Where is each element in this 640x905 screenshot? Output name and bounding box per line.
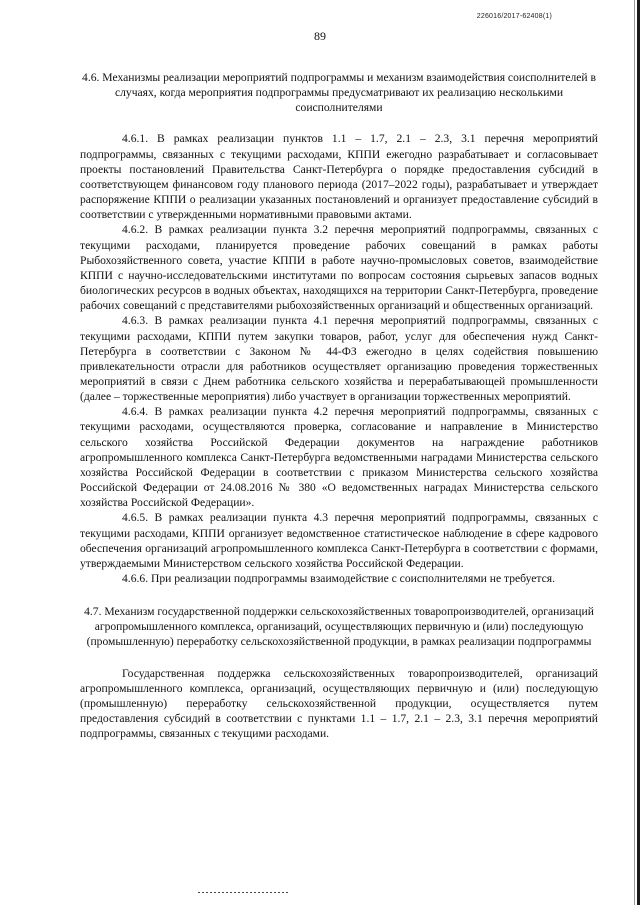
paragraph-4-6-6: 4.6.6. При реализации подпрограммы взаимодействие с соисполнителями не требуется. [122, 572, 556, 585]
paragraph-4-6-4: 4.6.4. В рамках реализации пункта 4.2 перечня мероприятий подпрограммы, связанных с текущими расходами, осуществляются проверка, согласование и направление в Министерство сельского хозяйства Российской Федерации документов на награждение работников агропромышленного комплекса Санкт-Петербурга ведомственными наградами Министерства сельского хозяйства Российской Федерации в соответствии с приказом Министерства сельского хозяйства Российской Федерации от 24.08.2016 № 380 «О ведомственных наградах Министерства сельского хозяйства Российской Федерации». [80, 405, 598, 510]
section-4-7-title: 4.7. Механизм государственной поддержки сельскохозяйственных товаропроизводителей, организаций агропромышленного комплекса, организаций, осуществляющих первичную и (или) последующую (промышленную) переработку сельскохозяйственной продукции, в рамках реализации подпрограммы [84, 605, 594, 649]
section-4-6-title: 4.6. Механизмы реализации мероприятий подпрограммы и механизм взаимодействия соисполнителей в случаях, когда мероприятия подпрограммы предусматривают их реализацию несколькими соисполнителями [82, 71, 596, 115]
document-registration-number: 226016/2017-62408(1) [476, 13, 552, 20]
paragraph-4-7-body: Государственная поддержка сельскохозяйственных товаропроизводителей, организаций агропромышленного комплекса, организаций, осуществляющих первичную и (или) последующую (промышленную) переработку сельскохозяйственной продукции, осуществляется путем предоставления субсидий в соответствии с пунктами 1.1 – 1.7, 2.1 – 2.3, 3.1 перечня мероприятий подпрограммы, связанных с текущими расходами. [80, 666, 598, 741]
scan-edge-line [634, 0, 635, 905]
paragraph-4-6-2: 4.6.2. В рамках реализации пункта 3.2 перечня мероприятий подпрограммы, связанных с текущими расходами, планируется проведение рабочих совещаний в рамках работы Рыбохозяйственного совета, участие КППИ в работе научно-промысловых советов, взаимодействие КППИ с научно-исследовательскими институтами по вопросам состояния сырьевых запасов водных биологических ресурсов в водных объектах, находящихся на территории Санкт-Петербурга, проведение рабочих совещаний с представителями рыбохозяйственных организаций и общественных организаций. [80, 223, 598, 313]
scan-artifact-line [198, 892, 290, 893]
paragraph-4-6-5: 4.6.5. В рамках реализации пункта 4.3 перечня мероприятий подпрограммы, связанных с текущими расходами, КППИ организует ведомственное статистическое наблюдение в сфере кадрового обеспечения организаций агропромышленного комплекса Санкт-Петербурга в соответствии с формами, утверждаемыми Министерством сельского хозяйства Российской Федерации. [80, 511, 598, 570]
paragraph-4-6-3: 4.6.3. В рамках реализации пункта 4.1 перечня мероприятий подпрограммы, связанных с текущими расходами, КППИ путем закупки товаров, работ, услуг для обеспечения нужд Санкт-Петербурга в соответствии с Законом № 44-ФЗ ежегодно в целях содействия повышению привлекательности отрасли для работников осуществляет организацию проведения торжественных мероприятий в связи с Днем работника сельского хозяйства и перерабатывающей промышленности (далее – торжественные мероприятия) либо участвует в организации торжественных мероприятий. [80, 314, 598, 404]
paragraph-4-6-1: 4.6.1. В рамках реализации пунктов 1.1 – 1.7, 2.1 – 2.3, 3.1 перечня мероприятий подпрограммы, связанных с текущими расходами, КППИ ежегодно разрабатывает и согласовывает проекты постановлений Правительства Санкт-Петербурга о порядке предоставления субсидий в соответствующем финансовом году планового периода (2017–2022 годы), разрабатывает и утверждает распоряжение КППИ о реализации указанных постановлений и организует предоставление субсидий в соответствии с утвержденными нормативными правовыми актами. [80, 132, 598, 222]
page-number: 89 [314, 29, 326, 43]
document-body [80, 70, 598, 741]
